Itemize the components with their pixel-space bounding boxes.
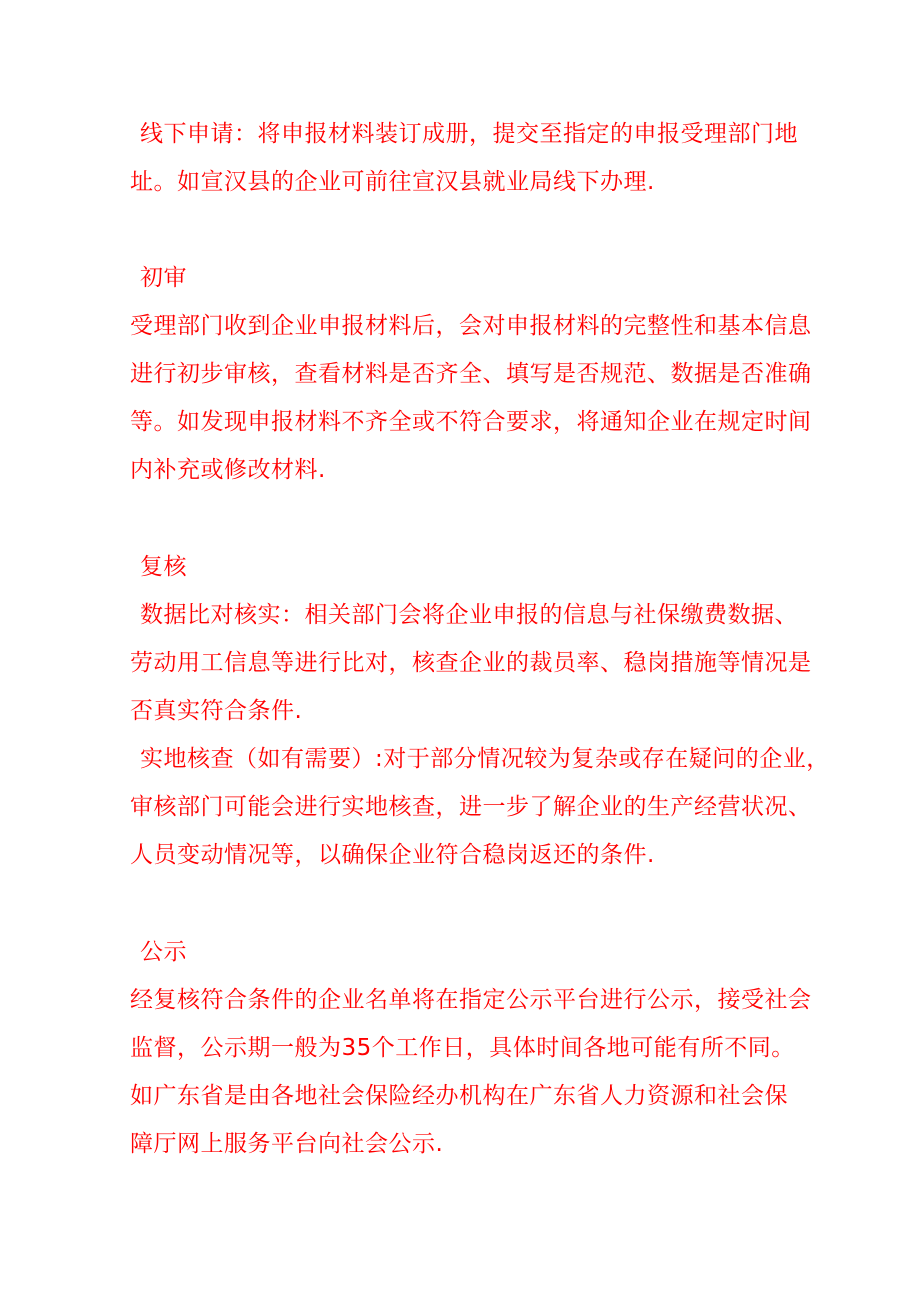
recheck-heading: 复核: [140, 554, 187, 580]
publicity-line-4: 障厅网上服务平台向社会公示.: [130, 1131, 444, 1157]
recheck-line-1: 数据比对核实：相关部门会将企业申报的信息与社保缴费数据、: [140, 602, 798, 628]
initial-review-line-2: 进行初步审核，查看材料是否齐全、填写是否规范、数据是否准确: [130, 361, 812, 387]
publicity-heading: 公示: [140, 939, 187, 965]
offline-application-line-2: 址。如宣汉县的企业可前往宣汉县就业局线下办理.: [130, 169, 655, 195]
recheck-line-2: 劳动用工信息等进行比对，核查企业的裁员率、稳岗措施等情况是: [130, 650, 812, 676]
publicity-line-2: 监督，公示期一般为35个工作日，具体时间各地可能有所不同。: [130, 1035, 795, 1061]
initial-review-line-1: 受理部门收到企业申报材料后，会对申报材料的完整性和基本信息: [130, 313, 812, 339]
recheck-line-4: 实地核查（如有需要）:对于部分情况较为复杂或存在疑问的企业，: [140, 746, 830, 772]
publicity-line-1: 经复核符合条件的企业名单将在指定公示平台进行公示，接受社会: [130, 987, 812, 1013]
initial-review-line-4: 内补充或修改材料.: [130, 457, 326, 483]
initial-review-heading: 初审: [140, 265, 187, 291]
recheck-line-5: 审核部门可能会进行实地核查，进一步了解企业的生产经营状况、: [130, 794, 812, 820]
recheck-line-6: 人员变动情况等，以确保企业符合稳岗返还的条件.: [130, 842, 655, 868]
offline-application-line-1: 线下申请：将申报材料装订成册，提交至指定的申报受理部门地: [140, 121, 798, 147]
recheck-line-3: 否真实符合条件.: [130, 698, 303, 724]
initial-review-line-3: 等。如发现申报材料不齐全或不符合要求，将通知企业在规定时间: [130, 409, 812, 435]
publicity-line-3: 如广东省是由各地社会保险经办机构在广东省人力资源和社会保: [130, 1083, 788, 1109]
